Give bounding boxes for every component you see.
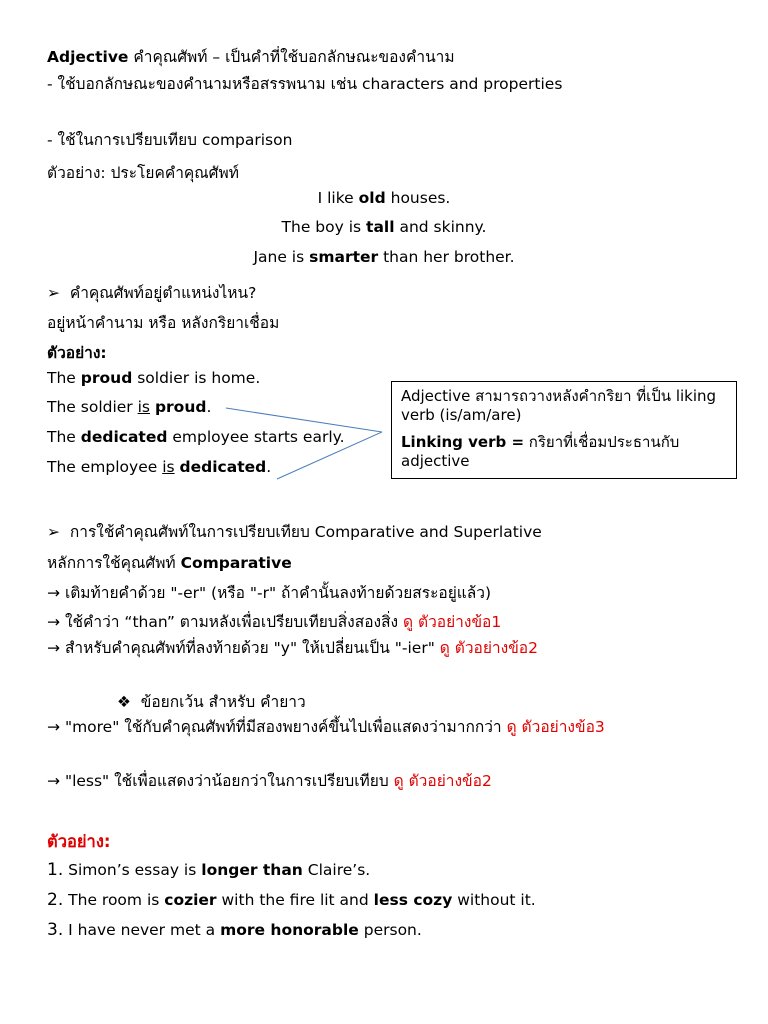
section-2-heading: ➢ การใช้คำคุณศัพท์ในการเปรียบเทียบ Comparative and Superlative xyxy=(47,523,542,541)
rule-item: → สำหรับคำคุณศัพท์ที่ลงท้ายด้วย "y" ให้เปลี่ยนเป็น "-ier" ดู ตัวอย่างข้อ2 xyxy=(47,639,538,657)
right-arrow-icon: → xyxy=(47,772,60,790)
right-arrow-icon: → xyxy=(47,613,60,631)
position-example: The dedicated employee starts early. xyxy=(47,428,345,446)
numbered-example: 2. The room is cozier with the fire lit and less cozy without it. xyxy=(47,890,536,910)
right-arrow-icon: → xyxy=(47,639,60,657)
right-arrow-icon: → xyxy=(47,584,60,602)
intro-line-1: - ใช้บอกลักษณะของคำนามหรือสรรพนาม เช่น characters and properties xyxy=(47,75,563,93)
intro-example-label: ตัวอย่าง: ประโยคคำคุณศัพท์ xyxy=(47,164,239,182)
examples-label: ตัวอย่าง: xyxy=(47,832,111,851)
rule-item: → ใช้คำว่า “than” ตามหลังเพื่อเปรียบเทียบสิ่งสองสิ่ง ดู ตัวอย่างข้อ1 xyxy=(47,613,502,631)
exception-note: ❖ ข้อยกเว้น สำหรับ คำยาว xyxy=(117,693,306,711)
numbered-example: 1. Simon’s essay is longer than Claire’s. xyxy=(47,860,371,880)
note-line-1: Adjective สามารถวางหลังคำกริยา ที่เป็น liking verb (is/am/are) xyxy=(401,387,717,424)
section-1-heading: ➢ คำคุณศัพท์อยู่ตำแหน่งไหน? xyxy=(47,284,257,302)
title-rest: คำคุณศัพท์ – เป็นคำที่ใช้บอกลักษณะของคำนาม xyxy=(128,48,455,66)
section-1-example-label: ตัวอย่าง: xyxy=(47,344,107,362)
note-line-2: Linking verb = กริยาที่เชื่อมประธานกับ adjective xyxy=(401,433,680,470)
rule-item: → "more" ใช้กับคำคุณศัพท์ที่มีสองพยางค์ขึ้นไปเพื่อแสดงว่ามากกว่า ดู ตัวอย่างข้อ3 xyxy=(47,718,605,736)
centered-example: The boy is tall and skinny. xyxy=(281,218,487,236)
arrow-bullet-icon: ➢ xyxy=(47,284,60,302)
numbered-example: 3. I have never met a more honorable person. xyxy=(47,920,422,940)
diamond-bullet-icon: ❖ xyxy=(117,693,131,711)
position-example: The proud soldier is home. xyxy=(47,369,261,387)
section-1-subtitle: อยู่หน้าคำนาม หรือ หลังกริยาเชื่อม xyxy=(47,314,280,332)
linking-verb-note xyxy=(391,381,737,479)
rule-item: → "less" ใช้เพื่อแสดงว่าน้อยกว่าในการเปรียบเทียบ ดู ตัวอย่างข้อ2 xyxy=(47,772,492,790)
position-example: The employee is dedicated. xyxy=(47,458,272,476)
rules-label: หลักการใช้คุณศัพท์ Comparative xyxy=(47,554,292,572)
position-example: The soldier is proud. xyxy=(47,398,212,416)
rule-item: → เติมท้ายคำด้วย "-er" (หรือ "-r" ถ้าคำนั้นลงท้ายด้วยสระอยู่แล้ว) xyxy=(47,584,492,602)
right-arrow-icon: → xyxy=(47,718,60,736)
title-word: Adjective xyxy=(47,48,129,66)
centered-example: Jane is smarter than her brother. xyxy=(253,248,515,266)
intro-line-2: - ใช้ในการเปรียบเทียบ comparison xyxy=(47,131,293,149)
centered-example: I like old houses. xyxy=(317,189,451,207)
arrow-bullet-icon: ➢ xyxy=(47,523,60,541)
